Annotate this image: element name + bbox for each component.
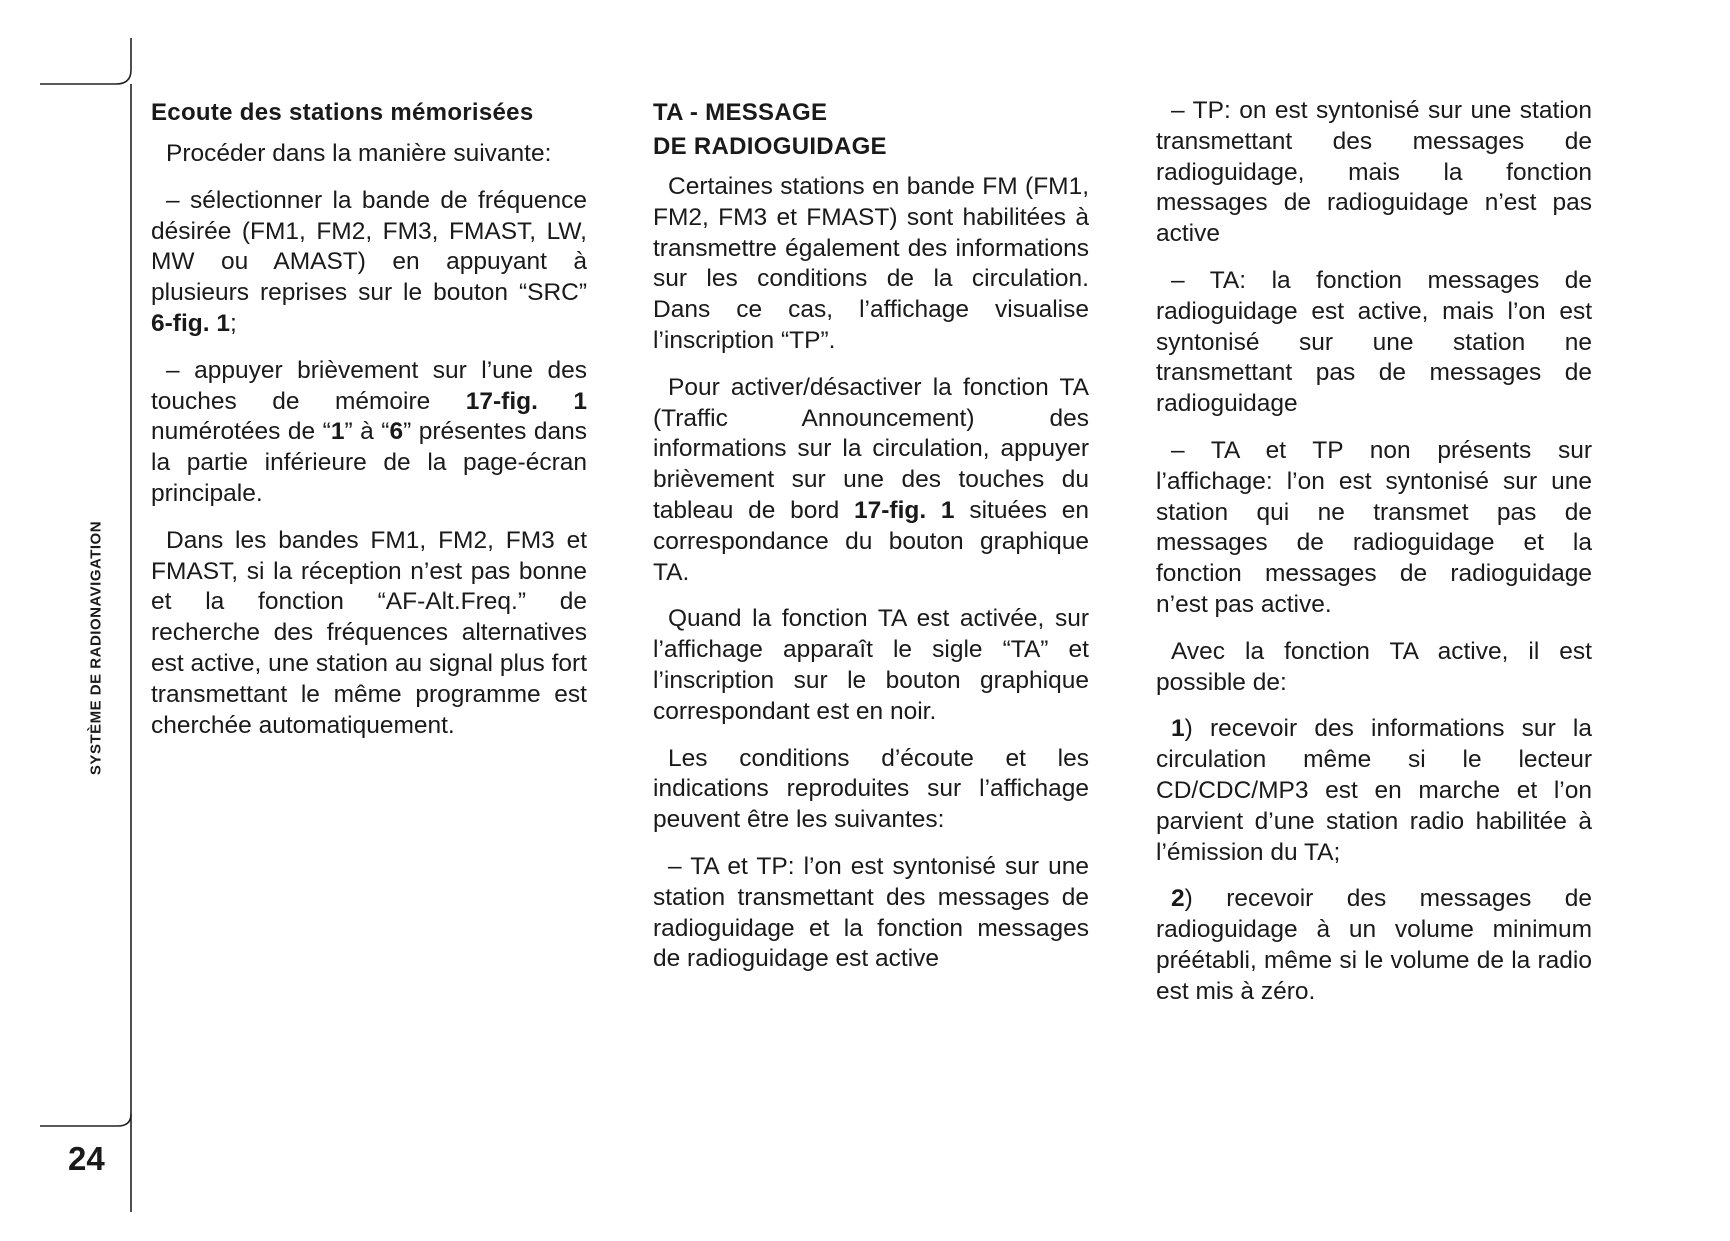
column-1 — [151, 96, 587, 757]
paragraph: – TP: on est syntonisé sur une station transmettant des messages de radioguidage, mais la fonction messages de radioguidage n’est pas active — [1156, 97, 1592, 248]
paragraph: Quand la fonction TA est activée, sur l’affichage apparaît le sigle “TA” et l’inscription sur le bouton graphique correspondant est en noir. — [653, 605, 1089, 725]
paragraph: – TA et TP: l’on est syntonisé sur une station transmettant des messages de radioguidage et la fonction messages de radioguidage est active — [653, 852, 1089, 973]
page-number: 24 — [68, 1140, 105, 1177]
heading-stored-stations: Ecoute des stations mémorisées — [151, 99, 534, 126]
frame-top-corner — [40, 38, 131, 84]
column-3 — [1156, 96, 1592, 1024]
paragraph: – appuyer brièvement sur l’une des touches de mémoire 17-fig. 1 numérotées de “1” à “6” présentes dans la partie inférieure de la page-écran principale. — [151, 356, 588, 507]
list-item: 2) recevoir des messages de radioguidage à un volume minimum préétabli, même si le volume de la radio est mis à zéro. — [1156, 885, 1592, 1005]
section-title: SYSTÈME DE RADIONAVIGATION — [87, 520, 105, 776]
paragraph: Pour activer/désactiver la fonction TA (Traffic Announcement) des informations sur la circulation, appuyer brièvement sur une des touches du tableau de bord 17-fig. 1 situées en correspondance du bouton graphique TA. — [653, 373, 1089, 586]
paragraph: Les conditions d’écoute et les indications reproduites sur l’affichage peuvent être les suivantes: — [653, 744, 1089, 834]
heading-ta-message: TA - MESSAGE DE RADIOGUIDAGE — [653, 99, 887, 160]
paragraph: – TA et TP non présents sur l’affichage: l’on est syntonisé sur une station qui ne transmet pas de messages de radioguidage et la fonction messages de radioguidage n’est pas active. — [1156, 436, 1592, 618]
paragraph: Avec la fonction TA active, il est possible de: — [1156, 637, 1592, 696]
paragraph: Certaines stations en bande FM (FM1, FM2, FM3 et FMAST) sont habilitées à transmettre également des informations sur les conditions de la circulation. Dans ce cas, l’affichage visualise l’inscription “TP”. — [653, 173, 1089, 354]
paragraph: – TA: la fonction messages de radioguidage est active, mais l’on est syntonisé sur une station ne transmettant pas de messages de radioguidage — [1156, 266, 1592, 418]
figure-reference: 17-fig. 1 — [854, 496, 955, 524]
list-item: 1) recevoir des informations sur la circulation même si le lecteur CD/CDC/MP3 est en marche et l’on parvient d’une station radio habilitée à l’émission du TA; — [1156, 715, 1592, 866]
column-2 — [653, 96, 1089, 991]
frame-bottom-corner — [40, 1114, 131, 1126]
paragraph: Procéder dans la manière suivante: — [166, 140, 552, 167]
figure-reference: 6-fig. 1 — [151, 309, 230, 337]
paragraph: Dans les bandes FM1, FM2, FM3 et FMAST, si la réception n’est pas bonne et la fonction “AF-Alt.Freq.” de recherche des fréquences alternatives est active, une station au signal plus fort transmettant le même programme est cherchée automatiquement. — [151, 526, 587, 739]
paragraph: – sélectionner la bande de fréquence désirée (FM1, FM2, FM3, FMAST, LW, MW ou AMAST) en appuyant à plusieurs reprises sur le bouton “SRC” 6-fig. 1; — [151, 186, 587, 337]
figure-reference: 17-fig. 1 — [465, 387, 587, 415]
